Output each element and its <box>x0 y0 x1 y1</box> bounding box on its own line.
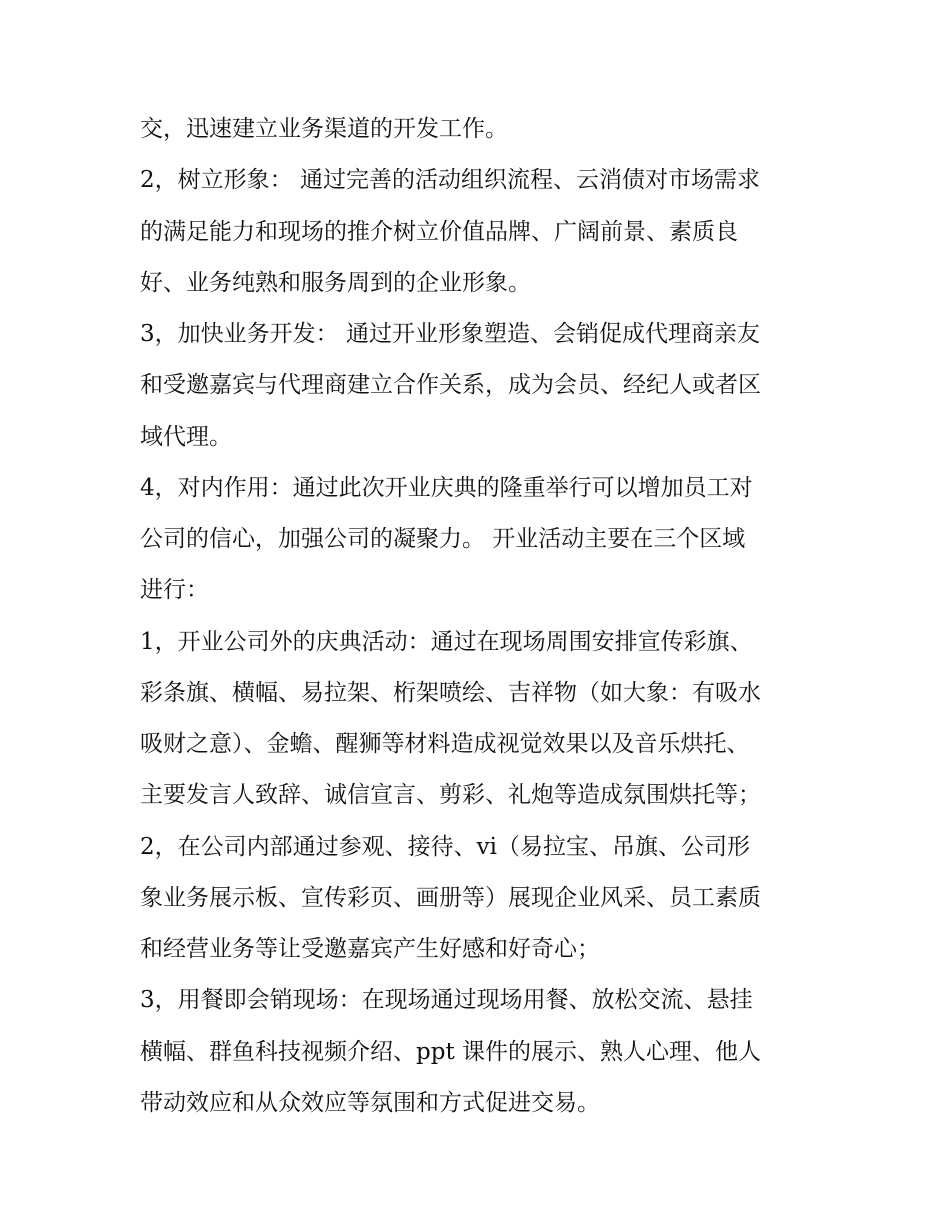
text-line: 域代理。 <box>140 423 232 450</box>
text-line: 1，开业公司外的庆典活动：通过在现场周围安排宣传彩旗、 <box>140 628 753 655</box>
text-line: 2，树立形象： 通过完善的活动组织流程、云消债对市场需求 <box>140 167 760 194</box>
text-line: 进行： <box>140 577 209 604</box>
text-line: 4，对内作用：通过此次开业庆典的隆重举行可以增加员工对 <box>140 474 753 501</box>
text-line: 3，用餐即会销现场：在现场通过现场用餐、放松交流、悬挂 <box>140 987 753 1014</box>
text-line: 的满足能力和现场的推介树立价值品牌、广阔前景、素质良 <box>140 218 738 245</box>
text-line: 好、业务纯熟和服务周到的企业形象。 <box>140 269 531 296</box>
text-line: 彩条旗、横幅、易拉架、桁架喷绘、吉祥物（如大象：有吸水 <box>140 679 761 706</box>
text-line: 横幅、群鱼科技视频介绍、ppt 课件的展示、熟人心理、他人 <box>140 1038 761 1065</box>
text-line: 象业务展示板、宣传彩页、画册等）展现企业风采、员工素质 <box>140 884 761 911</box>
text-line: 2，在公司内部通过参观、接待、vi（易拉宝、吊旗、公司形 <box>140 833 750 860</box>
text-line: 公司的信心，加强公司的凝聚力。 开业活动主要在三个区域 <box>140 526 746 552</box>
text-line: 和经营业务等让受邀嘉宾产生好感和好奇心； <box>140 936 600 962</box>
text-line: 3，加快业务开发： 通过开业形象塑造、会销促成代理商亲友 <box>140 321 760 347</box>
text-line: 吸财之意）、金蟾、醒狮等材料造成视觉效果以及音乐烘托、 <box>140 731 750 757</box>
body-text <box>140 104 820 1129</box>
text-line: 主要发言人致辞、诚信宣言、剪彩、礼炮等造成氛围烘托等； <box>140 782 761 809</box>
text-line: 交，迅速建立业务渠道的开发工作。 <box>140 116 508 142</box>
text-line: 带动效应和从众效应等氛围和方式促进交易。 <box>140 1089 600 1116</box>
text-line: 和受邀嘉宾与代理商建立合作关系，成为会员、经纪人或者区 <box>140 372 761 399</box>
